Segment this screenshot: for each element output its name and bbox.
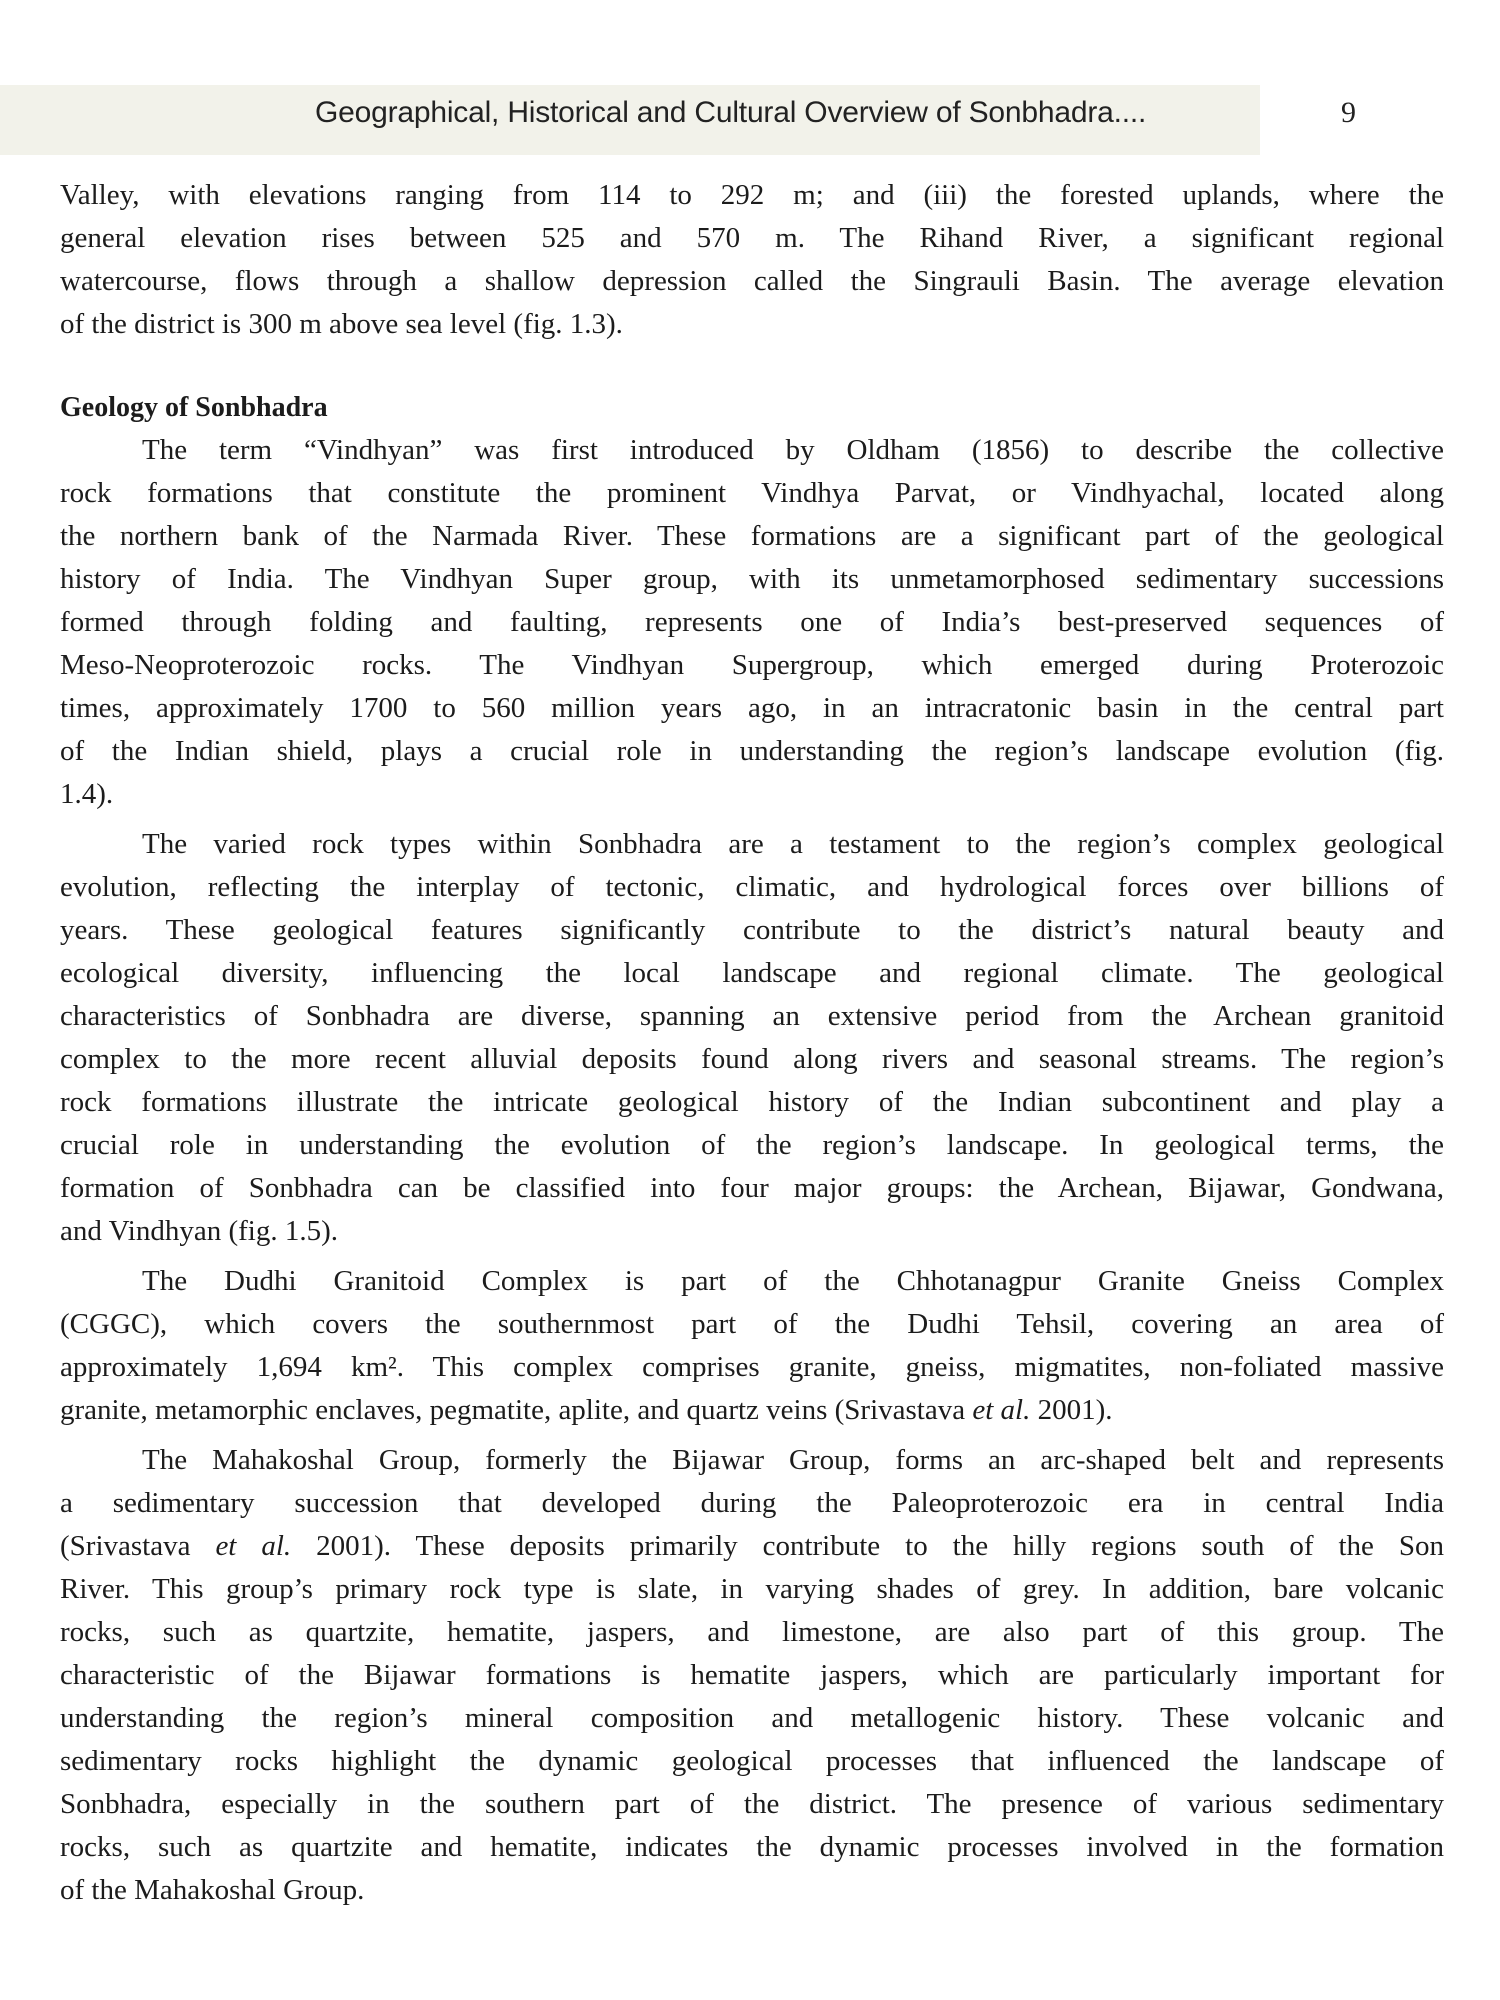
text-line: a sedimentary succession that developed during the Paleoproterozoic era in central India (60, 1487, 1444, 1519)
text-line: history of India. The Vindhyan Super group, with its unmetamorphosed sedimentary successions (60, 563, 1444, 595)
text-line: Valley, with elevations ranging from 114 to 292 m; and (iii) the forested uplands, where the (60, 179, 1444, 211)
text-line: crucial role in understanding the evolution of the region’s landscape. In geological terms, the (60, 1129, 1444, 1161)
text-line: of the district is 300 m above sea level (fig. 1.3). (60, 308, 623, 340)
text-line: (Srivastava et al. 2001). These deposits primarily contribute to the hilly regions south of the Son (60, 1530, 1444, 1562)
text-line: of the Mahakoshal Group. (60, 1874, 365, 1906)
text-line: 1.4). (60, 778, 114, 810)
body-text (60, 174, 1444, 1912)
text-line: and Vindhyan (fig. 1.5). (60, 1215, 339, 1247)
text-line: (CGGC), which covers the southernmost part of the Dudhi Tehsil, covering an area of (60, 1308, 1444, 1340)
text-line: The varied rock types within Sonbhadra are a testament to the region’s complex geological (142, 828, 1444, 860)
text-line: ecological diversity, influencing the local landscape and regional climate. The geological (60, 957, 1444, 989)
text-line: approximately 1,694 km². This complex comprises granite, gneiss, migmatites, non-foliated massive (60, 1351, 1444, 1383)
text-line: The Dudhi Granitoid Complex is part of the Chhotanagpur Granite Gneiss Complex (142, 1265, 1444, 1297)
text-line: The Mahakoshal Group, formerly the Bijawar Group, forms an arc-shaped belt and represents (142, 1444, 1444, 1476)
text-line: formed through folding and faulting, represents one of India’s best-preserved sequences of (60, 606, 1444, 638)
text-line: the northern bank of the Narmada River. These formations are a significant part of the geological (60, 520, 1444, 552)
text-line: granite, metamorphic enclaves, pegmatite, aplite, and quartz veins (Srivastava et al. 2001). (60, 1394, 1113, 1426)
text-line: times, approximately 1700 to 560 million years ago, in an intracratonic basin in the central part (60, 692, 1444, 724)
text-line: sedimentary rocks highlight the dynamic geological processes that influenced the landscape of (60, 1745, 1444, 1777)
text-line: River. This group’s primary rock type is slate, in varying shades of grey. In addition, bare volcanic (60, 1573, 1444, 1605)
text-line: Sonbhadra, especially in the southern part of the district. The presence of various sedimentary (60, 1788, 1444, 1820)
paragraph (60, 823, 1444, 1253)
paragraph (60, 1260, 1444, 1432)
text-line: rock formations that constitute the prominent Vindhya Parvat, or Vindhyachal, located along (60, 477, 1444, 509)
text-line: characteristic of the Bijawar formations is hematite jaspers, which are particularly important for (60, 1659, 1444, 1691)
paragraph (60, 1439, 1444, 1912)
text-line: characteristics of Sonbhadra are diverse, spanning an extensive period from the Archean granitoid (60, 1000, 1444, 1032)
text-line: of the Indian shield, plays a crucial role in understanding the region’s landscape evolution (fig. (60, 735, 1444, 767)
text-line: formation of Sonbhadra can be classified into four major groups: the Archean, Bijawar, Gondwana, (60, 1172, 1444, 1204)
text-line: understanding the region’s mineral composition and metallogenic history. These volcanic and (60, 1702, 1444, 1734)
text-line: Meso-Neoproterozoic rocks. The Vindhyan Supergroup, which emerged during Proterozoic (60, 649, 1444, 681)
text-line: watercourse, flows through a shallow depression called the Singrauli Basin. The average elevation (60, 265, 1444, 297)
text-line: rocks, such as quartzite, hematite, jaspers, and limestone, are also part of this group. The (60, 1616, 1444, 1648)
page-number: 9 (1341, 96, 1356, 129)
text-line: evolution, reflecting the interplay of tectonic, climatic, and hydrological forces over billions of (60, 871, 1444, 903)
text-line: rock formations illustrate the intricate geological history of the Indian subcontinent and play a (60, 1086, 1444, 1118)
paragraph (60, 429, 1444, 816)
text-line: years. These geological features significantly contribute to the district’s natural beauty and (60, 914, 1444, 946)
paragraph (60, 174, 1444, 346)
text-line: rocks, such as quartzite and hematite, indicates the dynamic processes involved in the formation (60, 1831, 1444, 1863)
section-heading: Geology of Sonbhadra (60, 392, 328, 423)
text-line: complex to the more recent alluvial deposits found along rivers and seasonal streams. The region’s (60, 1043, 1444, 1075)
text-line: The term “Vindhyan” was first introduced by Oldham (1856) to describe the collective (142, 434, 1444, 466)
text-line: general elevation rises between 525 and 570 m. The Rihand River, a significant regional (60, 222, 1444, 254)
running-title: Geographical, Historical and Cultural Overview of Sonbhadra.... (315, 96, 1147, 129)
